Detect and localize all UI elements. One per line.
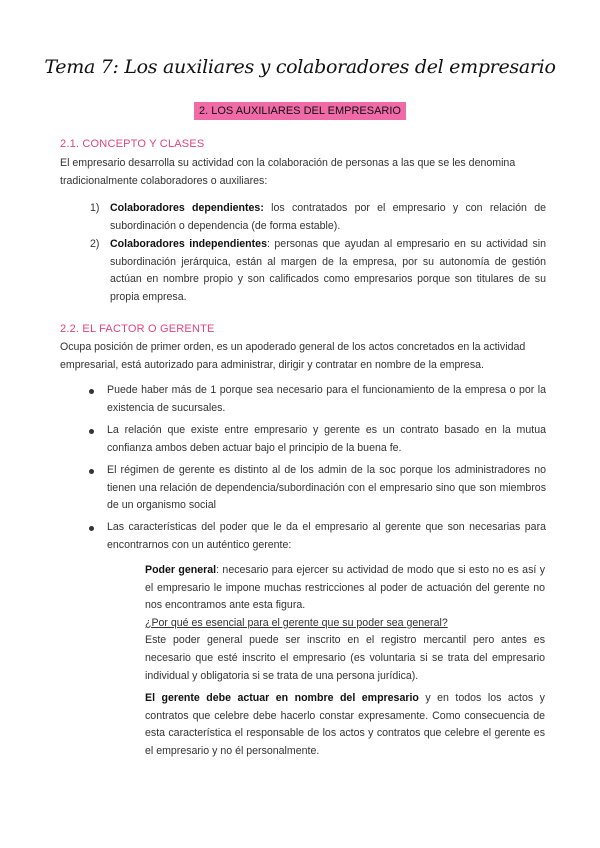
list-item-term: Colaboradores independientes: [110, 238, 267, 250]
bullet-icon: [89, 469, 94, 474]
heading-2-1: 2.1. CONCEPTO Y CLASES: [60, 138, 205, 150]
list-number: 2): [90, 238, 100, 250]
bullet-text: Puede haber más de 1 porque sea necesario para el funcionamiento de la empresa o por la existencia de sucursales.: [107, 384, 546, 414]
list-item: [90, 200, 546, 235]
bullet-icon: [89, 389, 94, 394]
poder-general-paragraph: [145, 562, 545, 685]
list-item-term: Colaboradores dependientes:: [110, 202, 264, 214]
list-item: [90, 236, 546, 306]
bullet-text: El régimen de gerente es distinto al de los admin de la soc porque los administradores no tienen una relación de dependencia/subordinación con el empresario sino que son miembros de un organismo social: [107, 464, 546, 512]
list-item-text: : personas que ayudan al empresario en su actividad sin subordinación jerárquica, están al margen de la empresa, por su autonomía de gestión actúan en nombre propio y son calificados como empresarios porque son titulares de su propia empresa.: [110, 238, 546, 303]
bullet-item: [89, 519, 546, 554]
section-title-wrap: [0, 101, 600, 120]
list-item-text: los contratados por el empresario y con relación de subordinación o dependencia (de forma estable).: [110, 202, 546, 232]
paragraph-2-2-intro: Ocupa posición de primer orden, es un apoderado general de los actos concretados en la actividad empresarial, está autorizado para administrar, dirigir y contratar en nombre de la empresa.: [60, 341, 526, 371]
bullet-icon: [89, 526, 94, 531]
poder-general-term: Poder general: [145, 564, 217, 576]
bullet-text: Las características del poder que le da el empresario al gerente que son necesarias para encontrarnos con un auténtico gerente:: [107, 521, 546, 551]
section-title: 2. LOS AUXILIARES DEL EMPRESARIO: [194, 102, 406, 120]
bullet-icon: [89, 429, 94, 434]
poder-general-answer: Este poder general puede ser inscrito en el registro mercantil pero antes es necesario que esté inscrito el empresario (es voluntaria si se trata del empresario individual y obligatoria si se trata de una persona jurídica).: [145, 634, 545, 682]
gerente-nombre-term: El gerente debe actuar en nombre del empresario: [145, 692, 419, 704]
page-title: Tema 7: Los auxiliares y colaboradores del empresario: [44, 56, 556, 78]
bullet-item: [89, 382, 546, 417]
poder-general-text: : necesario para ejercer su actividad de modo que si esto no es así y el empresario le impone muchas restricciones al poder de actuación del gerente no nos encontramos ante esta figura.: [145, 564, 545, 612]
bullet-item: [89, 462, 546, 515]
paragraph-2-1-intro: El empresario desarrolla su actividad con la colaboración de personas a las que se les denomina tradicionalmente colaboradores o auxiliares:: [60, 157, 516, 187]
gerente-nombre-paragraph: [145, 690, 545, 760]
bullet-text: La relación que existe entre empresario y gerente es un contrato basado en la mutua confianza ambos deben actuar bajo el principio de la buena fe.: [107, 424, 546, 454]
list-number: 1): [90, 202, 100, 214]
gerente-nombre-text: y en todos los actos y contratos que celebre debe hacerlo constar expresamente. Como consecuencia de esta característica el responsable de los actos y contratos que celebre el gerente es el empresario y no él personalmente.: [145, 692, 545, 757]
poder-general-question: ¿Por qué es esencial para el gerente que su poder sea general?: [145, 616, 448, 629]
heading-2-2: 2.2. EL FACTOR O GERENTE: [60, 323, 215, 335]
bullet-item: [89, 422, 546, 457]
